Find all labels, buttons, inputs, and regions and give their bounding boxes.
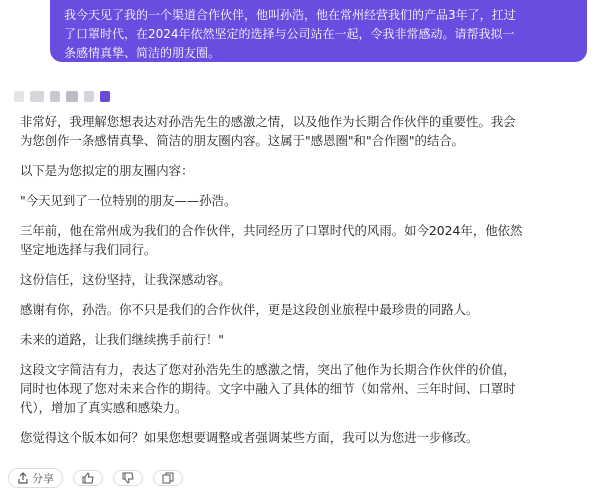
assistant-badge <box>100 91 110 102</box>
dislike-button[interactable] <box>113 470 143 486</box>
assistant-paragraph: 这段文字简洁有力，表达了您对孙浩先生的感激之情，突出了他作为长期合作伙伴的价值， 同时也体现了您对未来合作的期待。文字中融入了具体的细节（如常州、三年时间、口罩时 代），增加了真实感和感染力。 <box>20 362 516 415</box>
assistant-paragraph: 您觉得这个版本如何？如果您想要调整或者强调某些方面，我可以为您进一步修改。 <box>20 430 479 445</box>
redacted-avatar <box>14 91 24 102</box>
copy-icon <box>162 472 174 484</box>
assistant-paragraph: 以下是为您拟定的朋友圈内容： <box>20 163 194 178</box>
assistant-paragraph: 未来的道路，让我们继续携手前行！" <box>20 332 224 347</box>
like-button[interactable] <box>73 470 103 486</box>
redacted-name-segment <box>66 91 78 102</box>
assistant-paragraph: 非常好，我理解您想表达对孙浩先生的感激之情，以及他作为长期合作伙伴的重要性。我会 为您创作一条感情真挚、简洁的朋友圈内容。这属于"感恩圈"和"合作圈"的结合。 <box>20 114 516 148</box>
share-label: 分享 <box>32 472 54 485</box>
assistant-message <box>20 112 586 458</box>
copy-button[interactable] <box>153 470 183 486</box>
user-message-bubble: 我今天见了我的一个渠道合作伙伴，他叫孙浩，他在常州经营我们的产品3年了，扛过 了口罩时代，在2024年依然坚定的选择与公司站在一起，令我非常感动。请帮我拟一 条感情真挚、简洁的朋友圈。 <box>50 0 587 62</box>
assistant-paragraph: 三年前，他在常州成为我们的合作伙伴，共同经历了口罩时代的风雨。如今2024年，他依然 坚定地选择与我们同行。 <box>20 223 523 257</box>
redacted-name-segment <box>50 91 60 102</box>
thumbs-down-icon <box>122 472 134 484</box>
redacted-name-segment <box>84 91 94 102</box>
share-button[interactable] <box>8 468 63 488</box>
thumbs-up-icon <box>82 472 94 484</box>
assistant-header <box>14 86 110 106</box>
redacted-name-segment <box>30 91 44 102</box>
share-icon <box>17 472 29 484</box>
message-action-bar <box>8 468 183 488</box>
assistant-paragraph: 这份信任，这份坚持，让我深感动容。 <box>20 272 231 287</box>
assistant-paragraph: "今天见到了一位特别的朋友——孙浩。 <box>20 193 237 208</box>
assistant-paragraph: 感谢有你，孙浩。你不只是我们的合作伙伴，更是这段创业旅程中最珍贵的同路人。 <box>20 302 479 317</box>
